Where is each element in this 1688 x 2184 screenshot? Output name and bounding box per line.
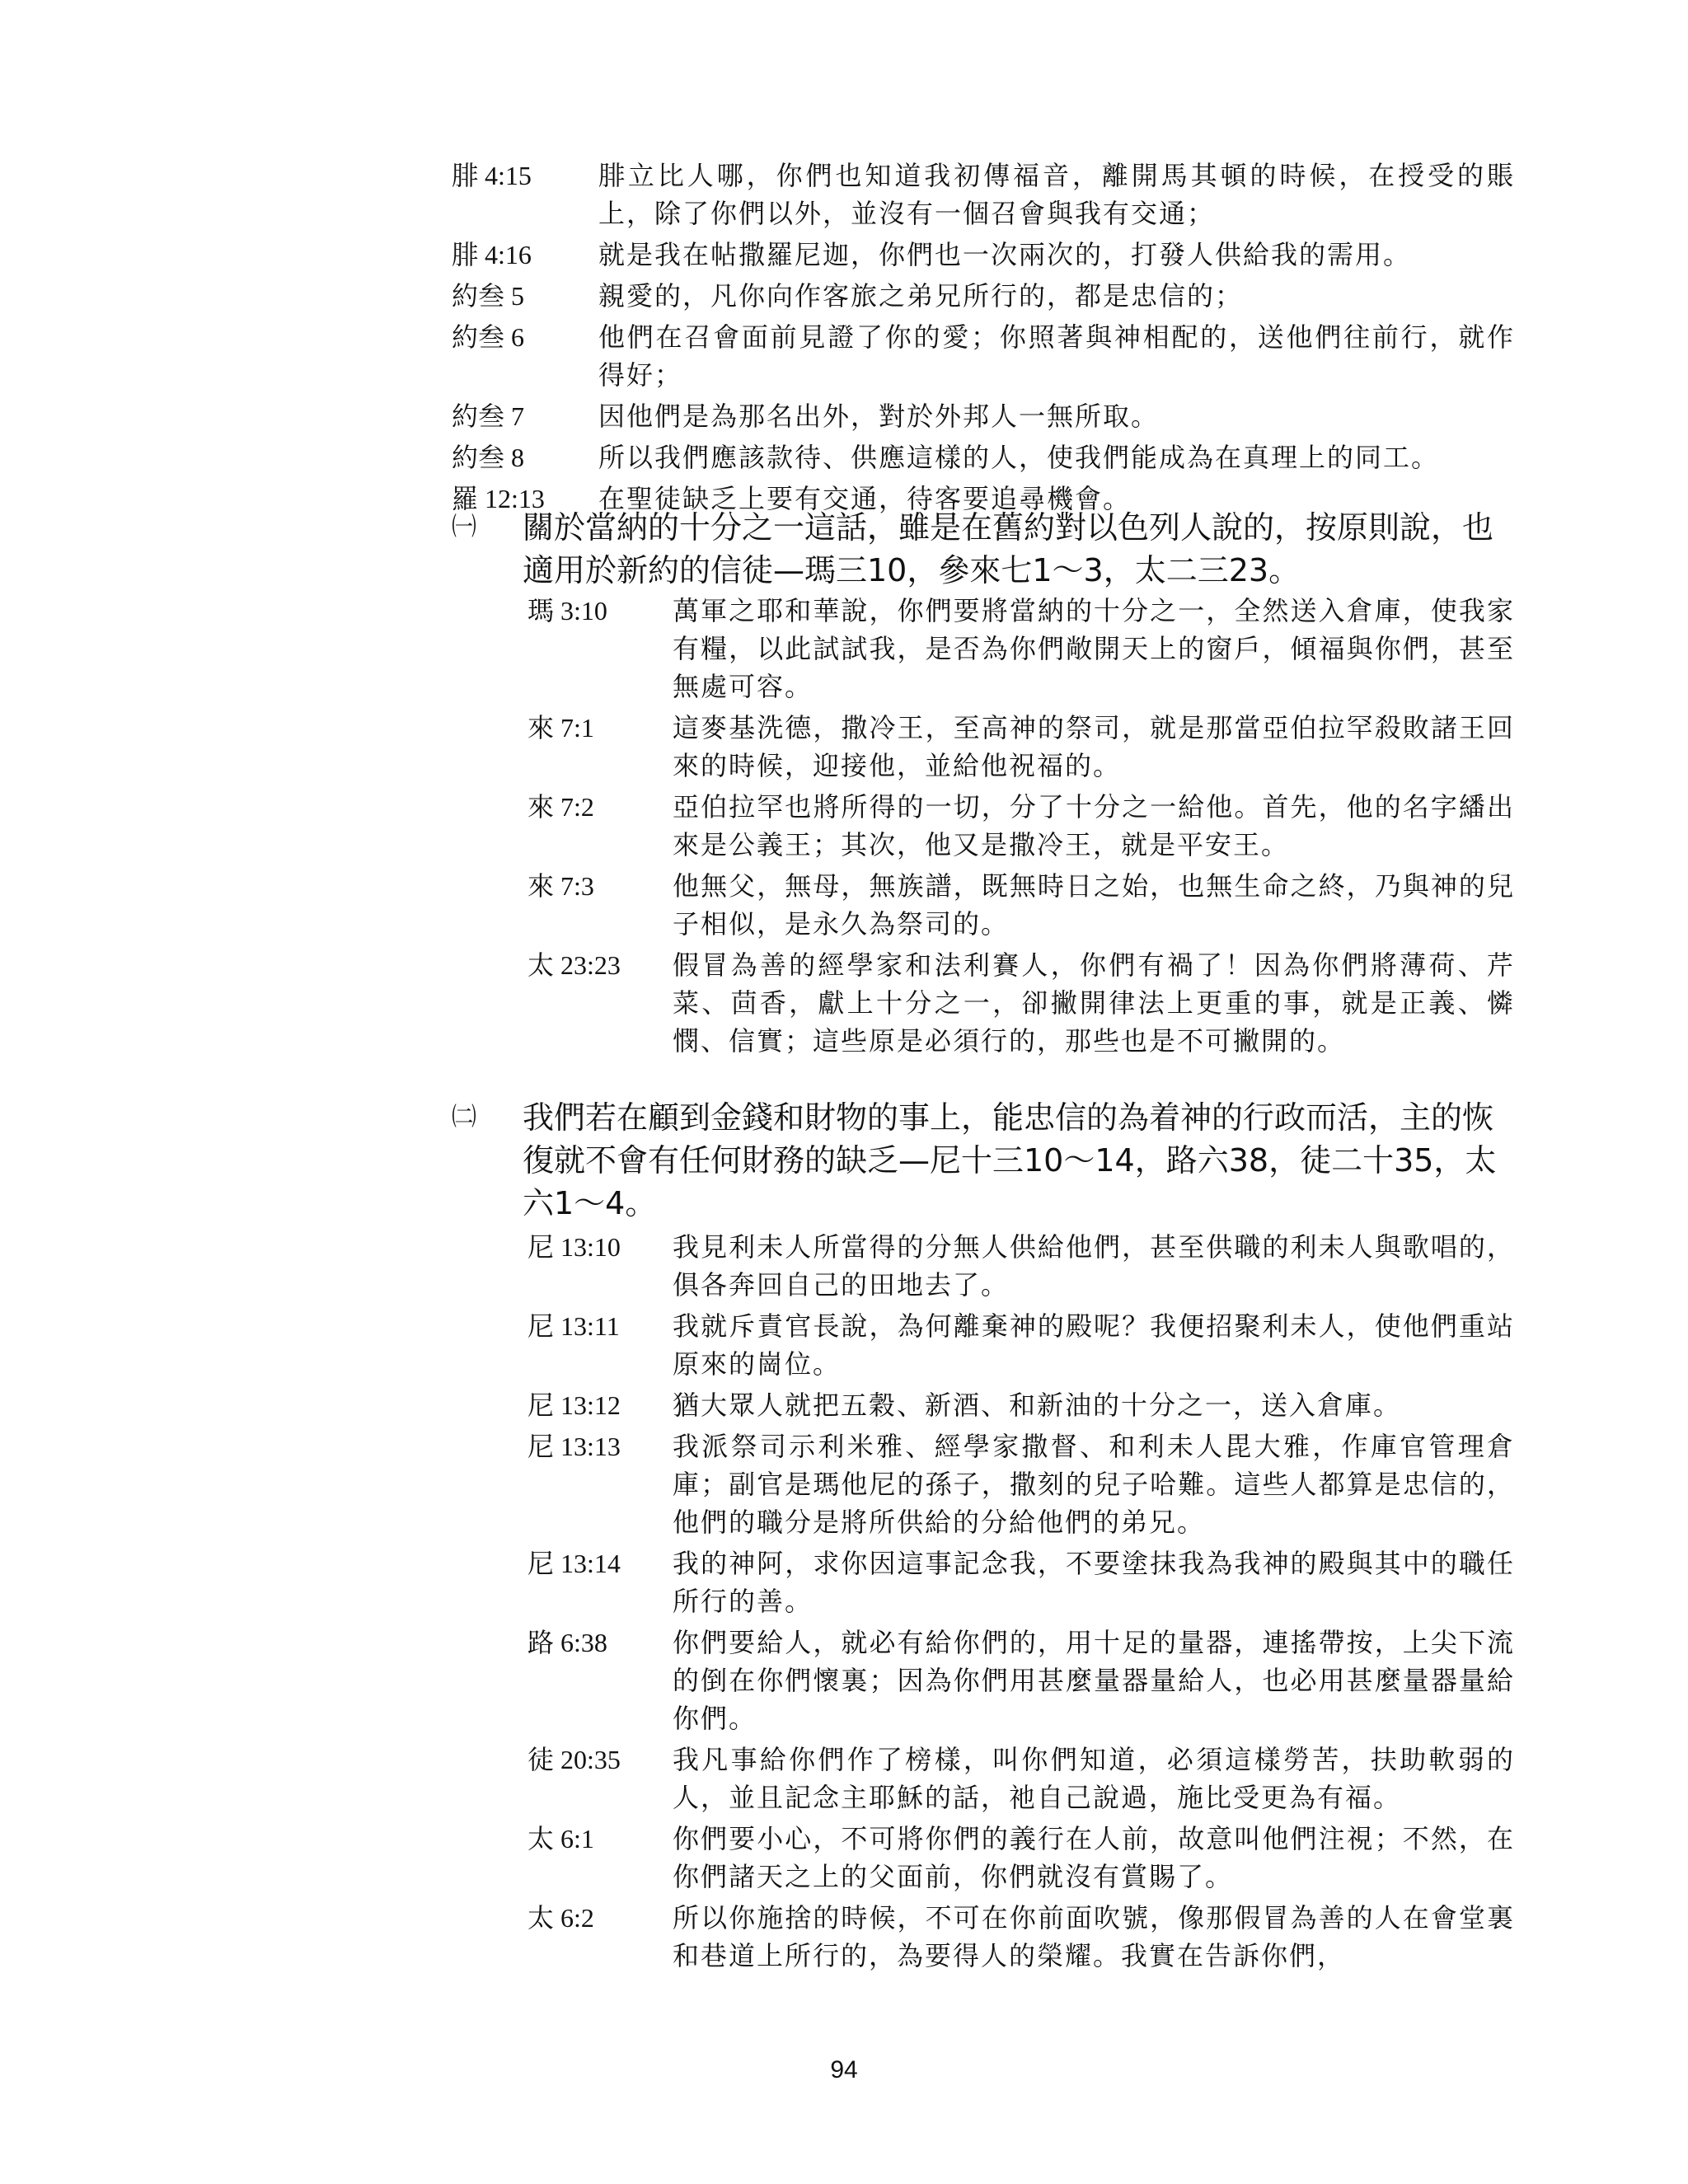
verse-list-point-2	[528, 1228, 1515, 1978]
verse-row	[452, 236, 1515, 274]
verse-text: 你們要給人，就必有給你們的，用十足的量器，連搖帶按，上尖下流的倒在你們懷裏；因為你們用甚麼量器量給人，也必用甚麼量器量給你們。	[673, 1627, 1515, 1734]
verse-row	[528, 1820, 1515, 1896]
point-text: 我們若在顧到金錢和財物的事上，能忠信的為着神的行政而活，主的恢復就不會有任何財務的缺乏—尼十三10～14，路六38，徒二十35，太六1～4。	[523, 1099, 1497, 1221]
verse-row	[528, 1741, 1515, 1816]
verse-text: 他無父，無母，無族譜，既無時日之始，也無生命之終，乃與神的兒子相似，是永久為祭司的。	[673, 870, 1515, 940]
verse-ref: 太 23:23	[528, 950, 621, 980]
verse-row	[452, 318, 1515, 394]
verse-ref: 來 7:3	[528, 871, 594, 901]
point-marker: ㈡	[452, 1103, 476, 1132]
outline-point-1	[452, 506, 1515, 592]
verse-ref: 來 7:1	[528, 713, 594, 743]
verse-ref: 尼 13:11	[528, 1311, 620, 1341]
verse-row	[528, 1624, 1515, 1737]
point-text: 關於當納的十分之一這話，雖是在舊約對以色列人說的，按原則說，也適用於新約的信徒—瑪三10，參來七1～3，太二三23。	[523, 509, 1494, 588]
verse-text: 我凡事給你們作了榜樣，叫你們知道，必須這樣勞苦，扶助軟弱的人，並且記念主耶穌的話，祂自己說過，施比受更為有福。	[673, 1744, 1515, 1813]
verse-row	[528, 788, 1515, 864]
verse-list-top	[452, 157, 1515, 521]
verse-text: 所以你施捨的時候，不可在你前面吹號，像那假冒為善的人在會堂裏和巷道上所行的，為要得人的榮耀。我實在告訴你們，	[673, 1902, 1515, 1971]
verse-row	[452, 438, 1515, 476]
verse-text: 萬軍之耶和華說，你們要將當納的十分之一，全然送入倉庫，使我家有糧，以此試試我，是否為你們敞開天上的窗戶，傾福與你們，甚至無處可容。	[673, 595, 1515, 702]
verse-ref: 徒 20:35	[528, 1745, 621, 1774]
verse-text: 這麥基洗德，撒冷王，至高神的祭司，就是那當亞伯拉罕殺敗諸王回來的時候，迎接他，並給他祝福的。	[673, 712, 1515, 781]
verse-text: 在聖徒缺乏上要有交通，待客要追尋機會。	[598, 483, 1132, 514]
verse-row	[528, 1386, 1515, 1424]
verse-row	[528, 946, 1515, 1060]
verse-ref: 來 7:2	[528, 792, 594, 822]
verse-text: 猶大眾人就把五穀、新酒、和新油的十分之一，送入倉庫。	[673, 1390, 1402, 1421]
verse-text: 就是我在帖撒羅尼迦，你們也一次兩次的，打發人供給我的需用。	[598, 239, 1412, 270]
verse-text: 腓立比人哪，你們也知道我初傳福音，離開馬其頓的時候，在授受的賬上，除了你們以外，並沒有一個召會與我有交通；	[598, 160, 1515, 229]
verse-row	[528, 1228, 1515, 1304]
verse-text: 我的神阿，求你因這事記念我，不要塗抹我為我神的殿與其中的職任所行的善。	[673, 1548, 1515, 1617]
verse-text: 你們要小心，不可將你們的義行在人前，故意叫他們注視；不然，在你們諸天之上的父面前，你們就沒有賞賜了。	[673, 1823, 1515, 1892]
verse-text: 我就斥責官長說，為何離棄神的殿呢？我便招聚利未人，使他們重站原來的崗位。	[673, 1310, 1515, 1380]
verse-row	[528, 1544, 1515, 1620]
verse-text: 因他們是為那名出外，對於外邦人一無所取。	[598, 401, 1160, 432]
verse-text: 亞伯拉罕也將所得的一切，分了十分之一給他。首先，他的名字繙出來是公義王；其次，他又是撒冷王，就是平安王。	[673, 791, 1515, 860]
verse-text: 我派祭司示利米雅、經學家撒督、和利未人毘大雅，作庫官管理倉庫；副官是瑪他尼的孫子，撒刻的兒子哈難。這些人都算是忠信的，他們的職分是將所供給的分給他們的弟兄。	[673, 1431, 1515, 1538]
verse-row	[452, 277, 1515, 315]
verse-ref: 太 6:2	[528, 1903, 594, 1933]
verse-ref: 尼 13:10	[528, 1232, 621, 1262]
verse-ref: 腓 4:15	[452, 161, 532, 190]
verse-ref: 約叁 5	[452, 281, 525, 311]
verse-ref: 羅 12:13	[452, 484, 545, 513]
verse-text: 他們在召會面前見證了你的愛；你照著與神相配的，送他們往前行，就作得好；	[598, 321, 1515, 391]
point-marker: ㈠	[452, 513, 476, 541]
verse-row	[528, 592, 1515, 705]
page-number: 94	[830, 2056, 858, 2083]
verse-ref: 尼 13:13	[528, 1432, 621, 1461]
verse-list-point-1	[528, 592, 1515, 1063]
verse-text: 所以我們應該款待、供應這樣的人，使我們能成為在真理上的同工。	[598, 442, 1440, 473]
verse-ref: 約叁 8	[452, 443, 525, 472]
verse-ref: 太 6:1	[528, 1824, 594, 1854]
outline-point-2	[452, 1096, 1515, 1225]
verse-row	[452, 157, 1515, 232]
verse-row	[528, 1427, 1515, 1541]
verse-ref: 路 6:38	[528, 1628, 607, 1657]
verse-row	[528, 1899, 1515, 1975]
verse-row	[528, 1307, 1515, 1383]
verse-row	[528, 709, 1515, 785]
verse-row	[528, 867, 1515, 943]
verse-row	[452, 397, 1515, 435]
verse-text: 親愛的，凡你向作客旅之弟兄所行的，都是忠信的；	[598, 280, 1244, 312]
verse-ref: 約叁 7	[452, 401, 525, 431]
verse-ref: 腓 4:16	[452, 240, 532, 269]
verse-text: 我見利未人所當得的分無人供給他們，甚至供職的利未人與歌唱的，俱各奔回自己的田地去了。	[673, 1231, 1515, 1301]
verse-ref: 瑪 3:10	[528, 596, 607, 626]
verse-ref: 尼 13:14	[528, 1549, 621, 1578]
verse-ref: 約叁 6	[452, 322, 525, 352]
verse-text: 假冒為善的經學家和法利賽人，你們有禍了！因為你們將薄荷、芹菜、茴香，獻上十分之一，卻撇開律法上更重的事，就是正義、憐憫、信實；這些原是必須行的，那些也是不可撇開的。	[673, 949, 1515, 1057]
verse-ref: 尼 13:12	[528, 1390, 621, 1420]
